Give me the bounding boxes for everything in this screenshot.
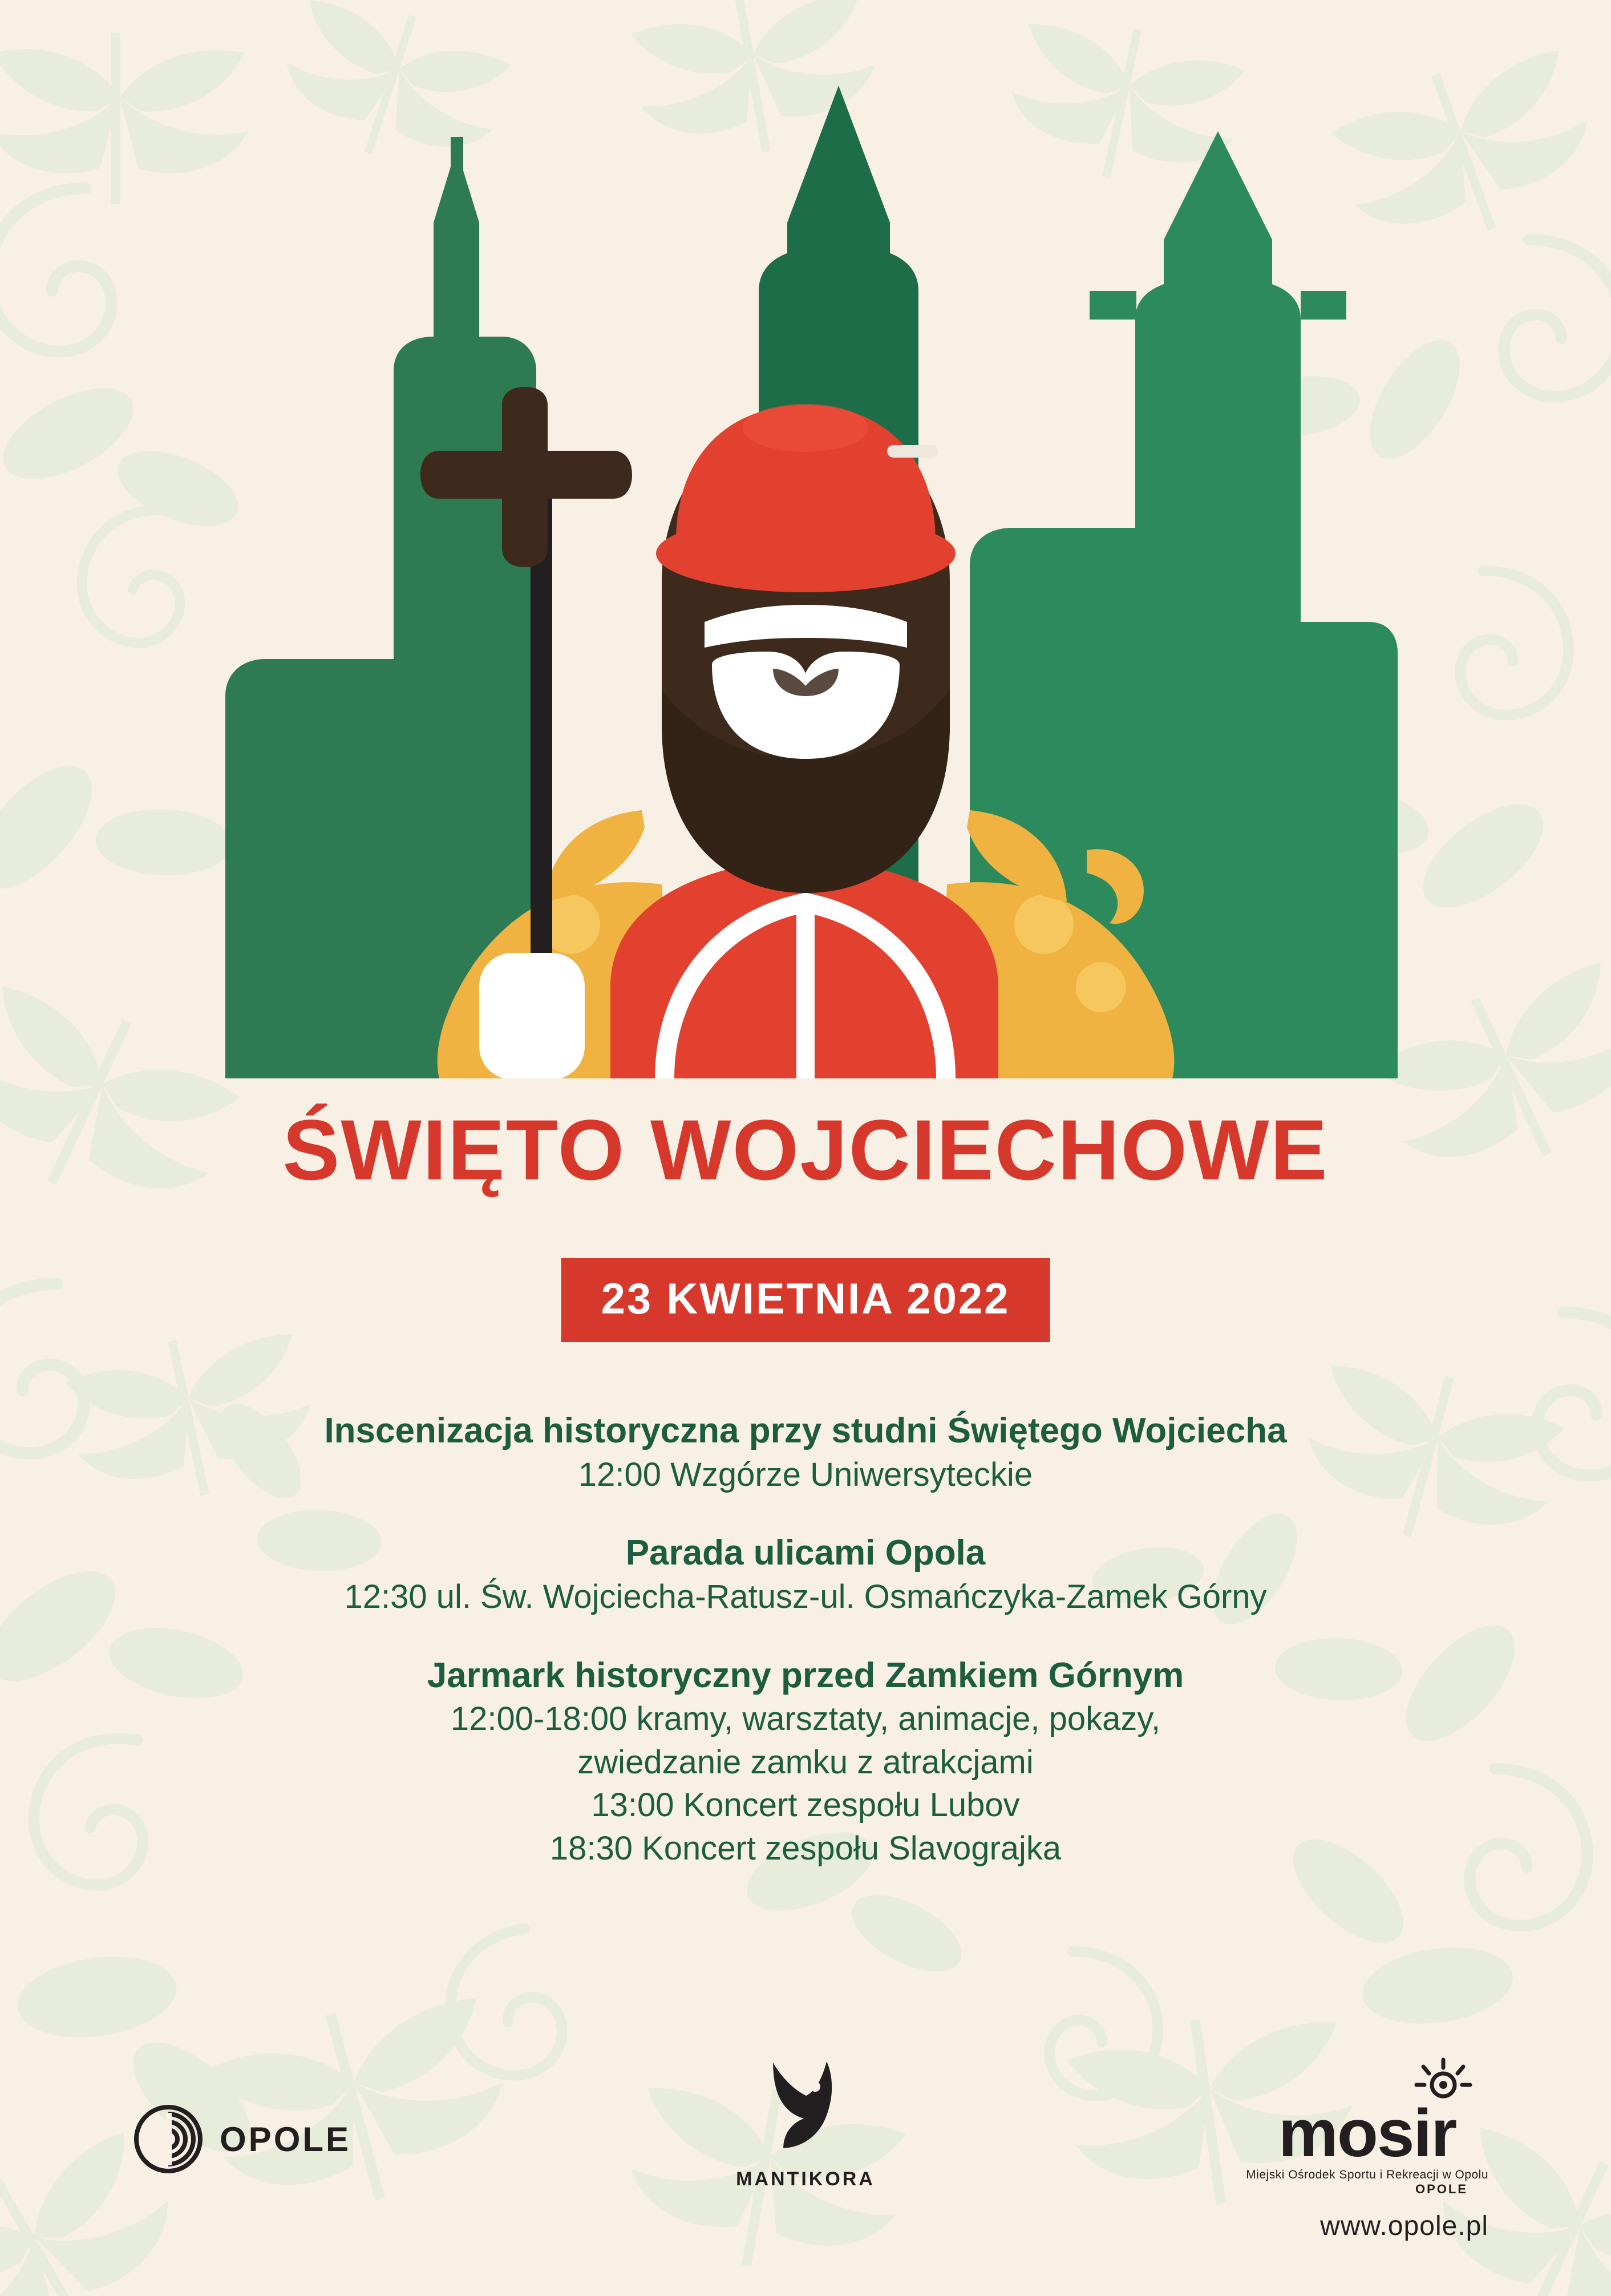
- opole-logo-text: OPOLE: [220, 2120, 351, 2158]
- program-item-heading: Jarmark historyczny przed Zamkiem Górnym: [427, 1655, 1184, 1695]
- program-item-line: 12:00 Wzgórze Uniwersyteckie: [578, 1456, 1033, 1493]
- program-item: [0, 1409, 1611, 1496]
- red-robe: [610, 867, 998, 1078]
- mosir-sun-icon: [1412, 2056, 1475, 2105]
- mosir-logo-text: mosir: [1278, 2096, 1456, 2171]
- program-item-heading: Inscenizacja historyczna przy studni Świętego Wojciecha: [324, 1411, 1287, 1450]
- website-url[interactable]: www.opole.pl: [1320, 2211, 1488, 2241]
- footer-logos: [0, 1999, 1611, 2296]
- program-item-line: 12:30 ul. Św. Wojciecha-Ratusz-ul. Osmańczyka-Zamek Górny: [344, 1578, 1267, 1616]
- program-item-line: zwiedzanie zamku z atrakcjami: [577, 1743, 1034, 1781]
- program-item-line: 12:00-18:00 kramy, warsztaty, animacje, pokazy,: [450, 1700, 1161, 1738]
- program-item: [0, 1531, 1611, 1618]
- page-title: ŚWIĘTO WOJCIECHOWE: [282, 1102, 1329, 1198]
- program-list: [0, 1409, 1611, 1870]
- mantikora-logo[interactable]: [736, 2051, 875, 2190]
- program-item-heading: Parada ulicami Opola: [625, 1533, 986, 1573]
- mosir-subtitle: Miejski Ośrodek Sportu i Rekreacji w Opolu: [1246, 2168, 1488, 2181]
- mosir-logo[interactable]: [1246, 2096, 1488, 2196]
- opole-mark-icon: [134, 2105, 203, 2173]
- program-item-line: 18:30 Koncert zespołu Slavograjka: [549, 1829, 1062, 1867]
- opole-logo[interactable]: [134, 2105, 351, 2173]
- saint-wojciech-illustration: [0, 51, 1611, 1078]
- mantikora-logo-text: MANTIKORA: [736, 2168, 875, 2190]
- program-item-line: 13:00 Koncert zespołu Lubov: [591, 1786, 1020, 1824]
- mosir-opole-text: OPOLE: [1415, 2182, 1468, 2196]
- mantikora-mark-icon: [751, 2051, 860, 2160]
- program-item: [0, 1654, 1611, 1870]
- date-badge: 23 KWIETNIA 2022: [561, 1258, 1050, 1342]
